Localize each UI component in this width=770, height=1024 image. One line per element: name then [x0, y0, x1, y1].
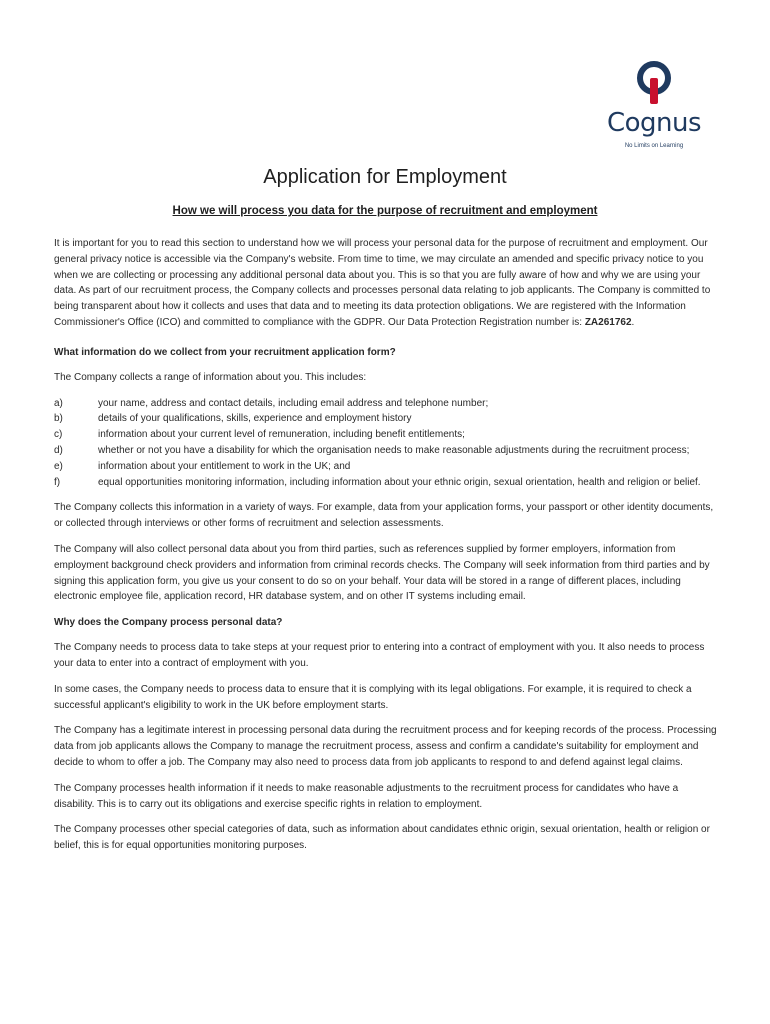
list-marker: d) — [54, 444, 63, 456]
list-marker: f) — [54, 476, 61, 488]
body-paragraph: In some cases, the Company needs to process data to ensure that it is complying with its legal obligations. For example, it is required to check a successful applicant's eligibility to work in the UK before employment starts. — [54, 683, 692, 711]
list-item-text: whether or not you have a disability for which the organisation needs to make reasonable adjustments during the recruitment process; — [98, 444, 690, 456]
list-item-text: information about your current level of remuneration, including benefit entitlements; — [98, 429, 465, 441]
list-item-text: equal opportunities monitoring information, including information about your ethnic origin, sexual orientation, health and religion or belief. — [98, 476, 701, 488]
section-heading-why: Why does the Company process personal data? — [54, 617, 283, 629]
list-item — [54, 411, 718, 427]
list-marker: a) — [54, 397, 63, 409]
intro-end: . — [631, 316, 635, 328]
body-paragraph: The Company processes health information if it needs to make reasonable adjustments to the recruitment process for candidates who have a disability. This is to carry out its obligations and exercise specific rights in relation to employment. — [54, 782, 679, 810]
logo-mark-icon — [632, 60, 676, 108]
list-marker: b) — [54, 413, 63, 425]
list-marker: c) — [54, 429, 63, 441]
list-item-text: your name, address and contact details, including email address and telephone number; — [98, 397, 489, 409]
registration-number: ZA261762 — [584, 316, 632, 328]
section-heading-information: What information do we collect from your recruitment application form? — [54, 346, 396, 358]
body-paragraph: The Company processes other special categories of data, such as information about candidates ethnic origin, sexual orientation, health or religion or belief, this is for equal opportunities monitoring purposes. — [54, 824, 710, 852]
list-item-text: details of your qualifications, skills, experience and employment history — [98, 413, 412, 425]
intro-text: It is important for you to read this section to understand how we will process your personal data for the purpose of recruitment and employment. Our general privacy notice is accessible via the Company's website. From time to time, we may circulate an amended and specific privacy notice to you when we are collecting or processing any additional personal data about you. This is so that you are fully aware of how and why we are using your data. As part of our recruitment process, the Company collects and processes personal data relating to job applicants. The Company is committed to being transparent about how it collects and uses that data and to meeting its data protection obligations. We are registered with the Information Commissioner's Office (ICO) and committed to compliance with the GDPR. Our Data Protection Registration number is: — [54, 238, 711, 328]
list-item-text: information about your entitlement to work in the UK; and — [98, 460, 351, 472]
logo-wordmark: Cognus — [606, 108, 702, 138]
document-body — [54, 236, 718, 864]
logo-tagline: No Limits on Learning — [624, 143, 684, 149]
list-marker: e) — [54, 460, 63, 472]
list-item — [54, 396, 718, 412]
list-item — [54, 443, 718, 459]
page-title: Application for Employment — [263, 166, 507, 188]
body-paragraph: The Company has a legitimate interest in processing personal data during the recruitment process and for keeping records of the process. Processing data from job applicants allows the Company to manage the recruitment process, assess and confirm a candidate's suitability for employment and decide to whom to offer a job. The Company may also need to process data from job applicants to respond to and defend against legal claims. — [54, 725, 717, 768]
page-subtitle: How we will process you data for the purpose of recruitment and employment — [172, 205, 598, 217]
list-item — [54, 475, 718, 491]
list-item — [54, 427, 718, 443]
information-list — [54, 396, 718, 491]
body-paragraph: The Company needs to process data to take steps at your request prior to entering into a contract of employment with you. It also needs to process your data to enter into a contract of employment with you. — [54, 642, 705, 669]
third-party-paragraph: The Company will also collect personal data about you from third parties, such as references supplied by former employers, information from employment background check providers and information from criminal records checks. The Company will seek information from third parties and by signing this application form, you give us your consent to do so on your behalf. Your data will be stored in a range of different places, including electronic employee file, application record, HR database system, and on other IT systems including email. — [54, 543, 710, 603]
intro-paragraph — [54, 236, 718, 331]
collection-methods-paragraph: The Company collects this information in a variety of ways. For example, data from your application forms, your passport or other identity documents, or collected through interviews or other forms of recruitment and selection assessments. — [54, 502, 714, 530]
section-lead: The Company collects a range of information about you. This includes: — [54, 371, 367, 383]
list-item — [54, 459, 718, 475]
cognus-logo — [596, 58, 712, 154]
